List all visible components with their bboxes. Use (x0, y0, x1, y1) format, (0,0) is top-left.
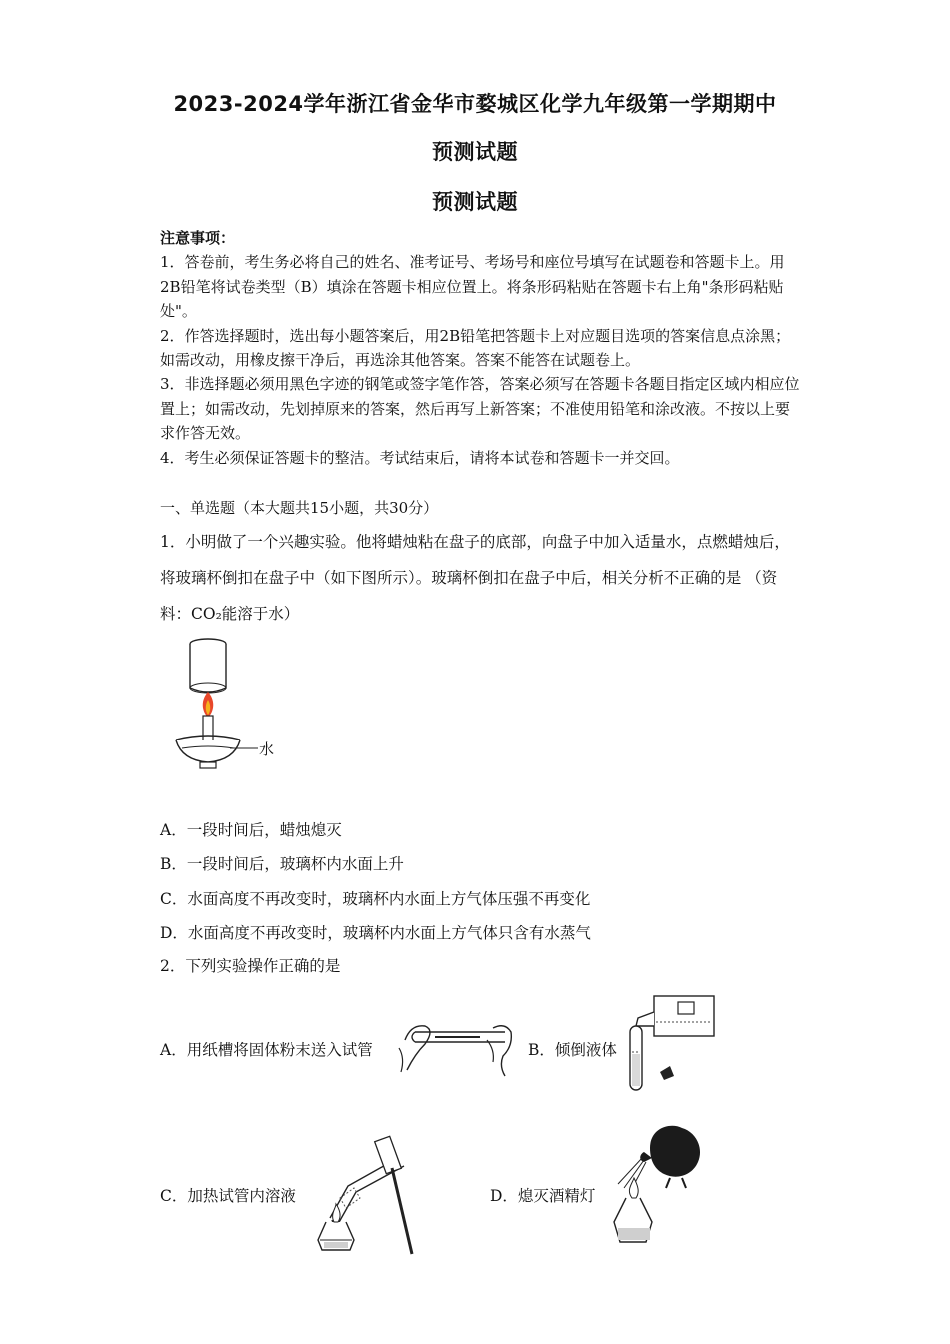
exam-title-line1: 2023-2024学年浙江省金华市婺城区化学九年级第一学期期中 (173, 92, 777, 116)
question-1-text: 1．小明做了一个兴趣实验。他将蜡烛粘在盘子的底部，向盘子中加入适量水，点燃蜡烛后，将玻璃杯倒扣在盘子中（如下图所示）。玻璃杯倒扣在盘子中后，相关分析不正确的是 （资料：CO₂能溶于水） (160, 533, 790, 623)
pouring-liquid-figure (626, 992, 726, 1102)
blowing-lamp-figure (600, 1118, 720, 1258)
water-label: 水 (259, 740, 275, 758)
q2-option-b[interactable]: B．倾倒液体 (528, 1041, 617, 1059)
q1-option-a[interactable]: A．一段时间后，蜡烛熄灭 (160, 821, 342, 839)
question-1-stem (160, 524, 800, 632)
paper-trough-figure (395, 1010, 525, 1080)
notes-block (160, 226, 800, 470)
note-item: 2．作答选择题时，选出每小题答案后，用2B铅笔把答题卡上对应题目选项的答案信息点涂黑；如需改动，用橡皮擦干净后，再选涂其他答案。答案不能答在试题卷上。 (160, 326, 791, 370)
q1-option-d[interactable]: D．水面高度不再改变时，玻璃杯内水面上方气体只含有水蒸气 (160, 924, 591, 942)
q2-option-d[interactable]: D．熄灭酒精灯 (490, 1187, 596, 1205)
note-item: 3．非选择题必须用黑色字迹的钢笔或签字笔作答，答案必须写在答题卡各题目指定区域内相应位置上；如需改动，先划掉原来的答案，然后再写上新答案；不准使用铅笔和涂改液。不按以上要求作答无效。 (160, 375, 800, 443)
notes-heading: 注意事项： (160, 229, 236, 247)
q2-option-c[interactable]: C．加热试管内溶液 (160, 1187, 296, 1205)
q2-option-a[interactable]: A．用纸槽将固体粉末送入试管 (160, 1041, 373, 1059)
exam-title-line2: 预测试题 (432, 140, 518, 164)
question-2-stem: 2．下列实验操作正确的是 (160, 957, 341, 975)
note-item: 4．考生必须保证答题卡的整洁。考试结束后，请将本试卷和答题卡一并交回。 (160, 448, 680, 467)
q1-option-c[interactable]: C．水面高度不再改变时，玻璃杯内水面上方气体压强不再变化 (160, 890, 591, 908)
q1-option-b[interactable]: B．一段时间后，玻璃杯内水面上升 (160, 855, 404, 873)
heating-tube-figure (300, 1128, 420, 1258)
section-heading: 一、单选题（本大题共15小题，共30分） (160, 499, 439, 517)
exam-title-line3: 预测试题 (432, 190, 518, 214)
note-item: 1．答卷前，考生务必将自己的姓名、准考证号、考场号和座位号填写在试题卷和答题卡上。用2B铅笔将试卷类型（B）填涂在答题卡相应位置上。将条形码粘贴在答题卡右上角"条形码粘贴处"。 (160, 253, 785, 321)
